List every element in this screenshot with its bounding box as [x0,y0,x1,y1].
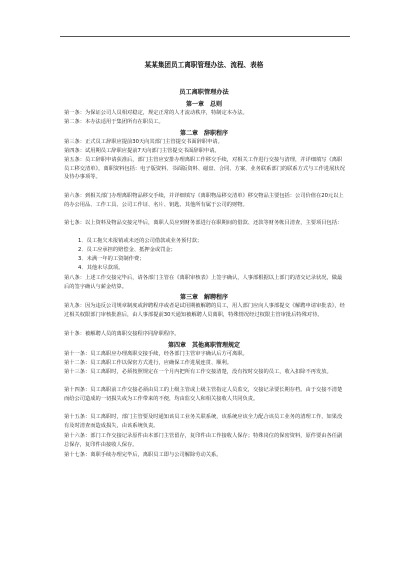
article-paragraph: 第十二条：员工离职工作以保密方式进行，应确保工作进展连贯、顺利。 [64,360,232,366]
chapter-heading: 第三章 解聘程序 [179,294,228,301]
document-title: 某某集团员工离职管理办法、流程、表格 [144,61,264,69]
article-paragraph: 第六条：到相关部门办理离职物品移交手续，并详细填写《离职物品移交清单》移交物品主要包括：公司价值在20元以上的办公用品、工作工具、公司工作证、名片、钥匙、其他所有属于公司的财物。 [64,193,344,208]
article-paragraph: 第十条：被解聘人员的离职交接程序同辞职程序。 [64,331,180,337]
list-item: 3．未满一年的工资制作费； [78,256,145,262]
list-item: 4．其他未尽款项。 [78,265,124,271]
article-paragraph: 第四条：试用期员工辞职应提前7天向部门主管提交书面辞职申请。 [64,148,220,154]
article-paragraph: 第九条：因为违反公司规章制度或辞聘程序或者是试用期被解聘的员工，用人部门应向人事部提交《解聘申请审批表》，经过相关权限部门审核批准后，由人事部提前30天通知被解聘人员离职，特殊情况经过权限主管审批后特殊对待。 [64,303,345,318]
header-divider [60,36,350,37]
chapter-heading: 第一章 总则 [185,101,222,108]
article-paragraph: 第八条：上述工作交接完毕后，请各部门主管在《离职审核表》上签字确认，人事部根据以上部门的清交记录状况，做最后的签字确认与薪金结算。 [64,275,343,290]
list-item: 2．员工应承担的赔偿金、抵押金或罚金； [78,247,176,253]
article-paragraph: 第七条：以上资料及物品交接完毕后，离职人员应到财务部进行在职期间的借款、还款等财务帐目清查，主要项目包括： [64,220,343,226]
article-paragraph: 第十四条：员工离职前工作交接必须由员工的上级主管或上级主管指定人员监交，交接记录要长期存档。由于交接不清楚而给公司造成的一切损失或为工作带来的不便，均由监交人和相关接收人共同负责。 [64,387,343,402]
article-paragraph: 第五条：员工辞职申请获准后，部门主管应安排办理离职工作移交手续，对相关工作进行交接与清理，并详细填写《离职员工移交清单》，离职资料包括：电子版资料、书面版资料、磁盘、合同、方案、业务联系部门的联系方式与工作进展状况及待办事项等。 [64,157,345,181]
section-title: 员工离职管理办法 [179,89,229,96]
chapter-heading: 第四章 其他离职管理规定 [167,342,240,349]
article-paragraph: 第十三条：员工离职时，必须按照规定在一个月内把所有工作交接清楚，没有按时交接的员工，收入扣除不再发放。 [64,369,332,375]
article-paragraph: 第三条：正式员工辞职应提前30天向其部门主管提交书面辞职申请。 [64,139,223,145]
list-item: 1．员工拖欠未报销或未还的公司借款或业务预付款； [78,238,203,244]
article-paragraph: 第二条：本办法适用于集团所有在职员工。 [64,119,164,125]
article-paragraph: 第十七条：离职手续办理完毕后，离职员工即与公司解除劳动关系。 [64,452,222,458]
article-paragraph: 第十一条：员工离职应办理离职交接手续，经各部门主管审字确认后方可离职。 [64,351,248,357]
chapter-heading: 第二章 辞职程序 [179,130,228,137]
article-paragraph: 第一条：为保证公司人员相对稳定，规定正常的人才流动秩序，特制定本办法。 [64,110,248,116]
article-paragraph: 第十六条：部门工作交接记录原件由本部门主管留存，复印件由工作接收人保存；特殊岗位的保密资料，原件要由各任副总保存，复印件由接收人保存。 [64,433,343,448]
article-paragraph: 第十五条：员工离职时，部门主管要及时通知该员工业务关联系统，该系统应该全力配合该员工业务的清理工作，如果没有及时清查而造成损失，由该系统负责。 [64,414,343,429]
